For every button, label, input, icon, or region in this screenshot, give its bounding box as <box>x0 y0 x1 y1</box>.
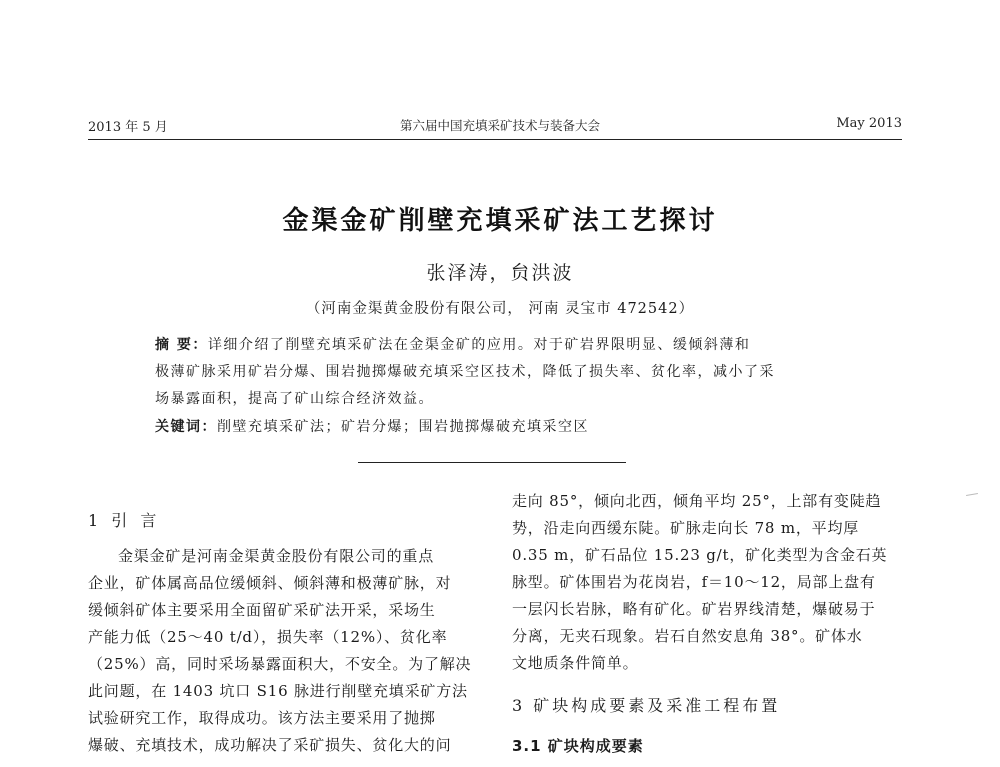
body-line: 势，沿走向西缓东陡。矿脉走向长 78 m，平均厚 <box>512 519 860 537</box>
header-conference: 第六届中国充填采矿技术与装备大会 <box>399 118 600 133</box>
body-line: 脉型。矿体围岩为花岗岩，f＝10～12，局部上盘有 <box>512 573 876 591</box>
body-line: （25%）高，同时采场暴露面积大，不安全。为了解决 <box>88 655 472 673</box>
paper-title: 金渠金矿削壁充填采矿法工艺探讨 <box>282 206 718 236</box>
body-line: 文地质条件简单。 <box>512 654 639 672</box>
header-rule <box>88 139 902 140</box>
keywords-label: 关键词： <box>155 419 217 435</box>
body-line: 企业，矿体属高品位缓倾斜、倾斜薄和极薄矿脉，对 <box>88 574 452 592</box>
section-3-1-heading: 3.1 矿块构成要素 <box>512 737 644 755</box>
body-line: 走向 85°，倾向北西，倾角平均 25°，上部有变陡趋 <box>512 492 882 510</box>
header-date-english: May 2013 <box>836 116 902 131</box>
abstract-line: 场暴露面积，提高了矿山综合经济效益。 <box>155 391 434 407</box>
body-line: 产能力低（25～40 t/d），损失率（12%）、贫化率 <box>88 628 448 646</box>
abstract-label: 摘 要： <box>155 337 208 353</box>
abstract-text: 详细介绍了削壁充填采矿法在金渠金矿的应用。对于矿岩界限明显、缓倾斜薄和 <box>207 337 751 353</box>
body-line: 0.35 m，矿石品位 15.23 g/t，矿化类型为含金石英 <box>512 546 888 564</box>
abstract-line: 极薄矿脉采用矿岩分爆、围岩抛掷爆破充填采空区技术，降低了损失率、贫化率，减小了采 <box>155 364 775 380</box>
body-line: 一层闪长岩脉，略有矿化。矿岩界线清楚，爆破易于 <box>512 600 876 618</box>
paper-affiliation: （河南金渠黄金股份有限公司， 河南 灵宝市 472542） <box>305 301 695 317</box>
abstract-separator <box>358 462 626 463</box>
body-line: 此问题，在 1403 坑口 S16 脉进行削壁充填采矿方法 <box>88 682 468 700</box>
body-line: 金渠金矿是河南金渠黄金股份有限公司的重点 <box>118 547 435 565</box>
section-3-heading: 3 矿块构成要素及采准工程布置 <box>512 696 781 715</box>
right-column-body <box>512 488 912 677</box>
keywords-line <box>155 416 855 436</box>
body-line: 爆破、充填技术，成功解决了采矿损失、贫化大的问 <box>88 736 452 754</box>
keywords-text: 削壁充填采矿法；矿岩分爆；围岩抛掷爆破充填采空区 <box>217 419 589 435</box>
header-date: 2013 年 5 月 <box>88 120 168 135</box>
body-line: 试验研究工作，取得成功。该方法主要采用了抛掷 <box>88 709 436 727</box>
abstract-line <box>155 332 855 359</box>
section-1-heading: 1 引 言 <box>88 511 161 530</box>
paper-authors: 张泽涛，贠洪波 <box>426 262 574 284</box>
left-column-body <box>88 543 488 759</box>
body-line: 缓倾斜矿体主要采用全面留矿采矿法开采，采场生 <box>88 601 436 619</box>
scan-mark <box>966 493 978 496</box>
body-line: 分离，无夹石现象。岩石自然安息角 38°。矿体水 <box>512 627 863 645</box>
